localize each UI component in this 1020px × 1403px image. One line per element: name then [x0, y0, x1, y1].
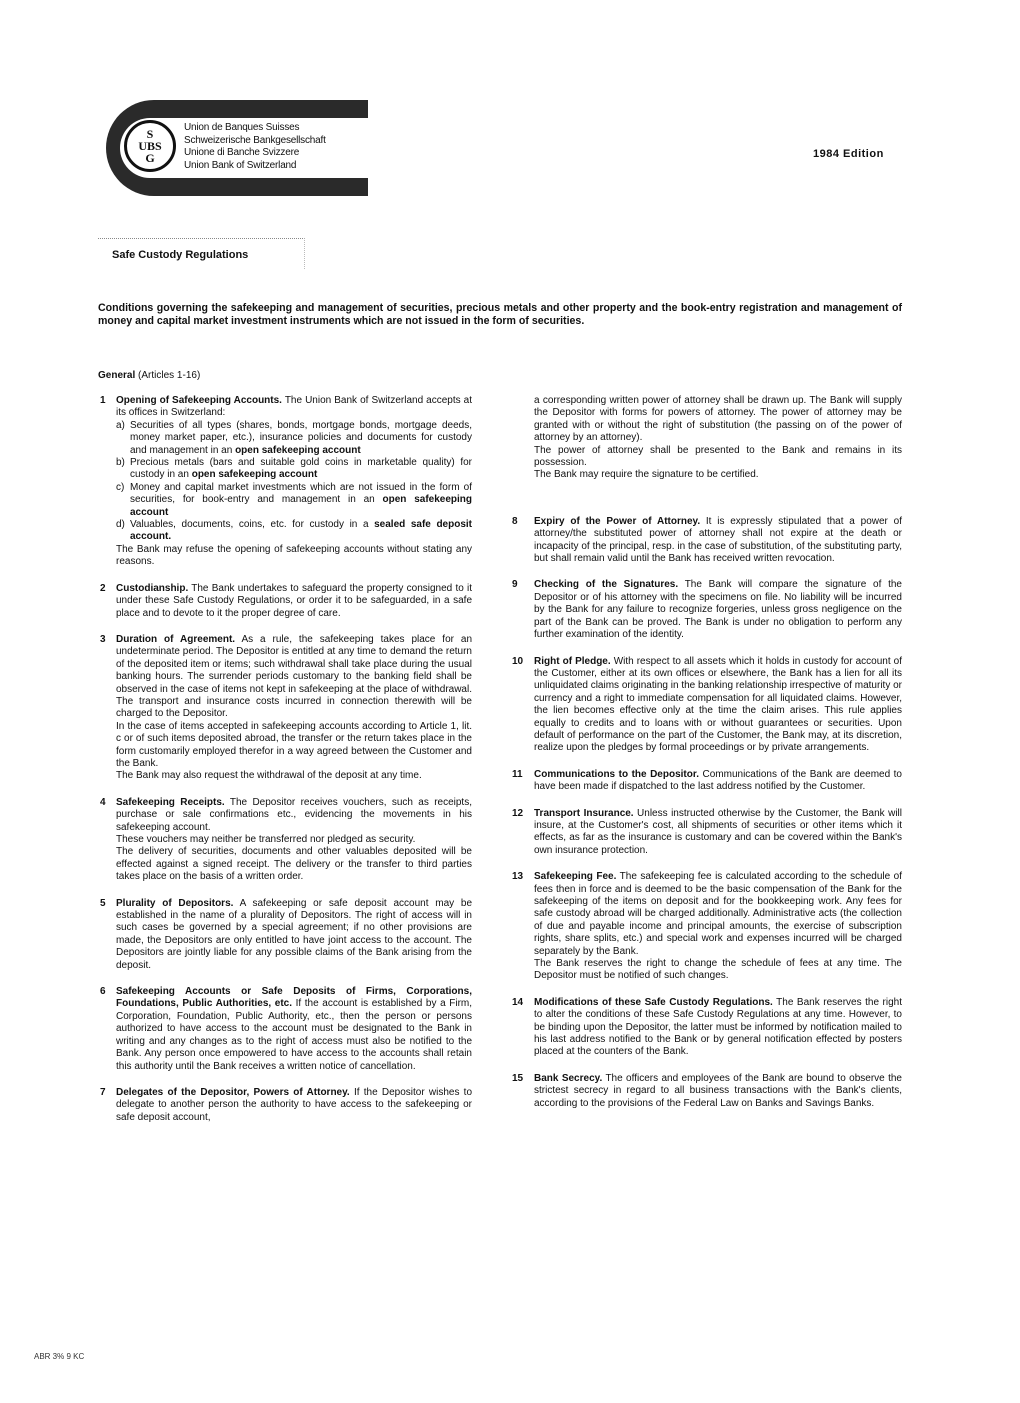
article-body-paragraph	[534, 871, 902, 958]
article-extra-paragraph: The power of attorney shall be presented to the Bank and remains in its possession.	[534, 444, 902, 469]
article-body-paragraph	[534, 808, 902, 858]
logo-line: Unione di Banche Svizzere	[184, 147, 300, 158]
article-title: Safekeeping Fee.	[534, 871, 617, 883]
article-body-paragraph	[116, 898, 472, 972]
article-body: The Union Bank of Switzerland accepts at its offices in Switzerland:	[116, 395, 472, 419]
article-title: Plurality of Depositors.	[116, 897, 234, 909]
sub-item-emphasis: sealed safe deposit account.	[130, 519, 472, 543]
article	[512, 516, 902, 566]
article-body-paragraph	[534, 656, 902, 755]
article-extra-paragraph: The Bank may refuse the opening of safekeeping accounts without stating any reasons.	[116, 543, 472, 568]
article-number: 15	[512, 1072, 524, 1084]
article-body-paragraph	[534, 395, 902, 445]
ubs-logo	[106, 100, 368, 196]
article-body: The Bank reserves the right to alter the conditions of these Safe Custody Regulations at any time. However, to be binding upon the Depositor, the latter must be informed by notification mailed to his last address notified to the Bank or by general notification effected by posters placed at the counters of the Bank.	[534, 996, 902, 1058]
sub-item-text: Valuables, documents, coins, etc. for custody in a	[130, 519, 375, 531]
article-sub-item	[116, 420, 472, 457]
section-range: (Articles 1-16)	[138, 370, 201, 381]
article-title: Safekeeping Accounts or Safe Deposits of Firms, Corporations, Foundations, Public Authorities, etc.	[116, 986, 472, 1010]
article-number: 7	[100, 1086, 106, 1098]
article-title: Duration of Agreement.	[116, 633, 236, 645]
article-body: If the account is established by a Firm, Corporation, Foundation, Public Authority, etc., then the person or persons authorized to have access to the account must be designated to the Bank in writing and any changes as to the right of access must also be notified to the Bank. Any person once empowered to have access to the accounts shall retain this authority until the Bank receives a written notice of cancellation.	[116, 998, 473, 1072]
article-body: The safekeeping fee is calculated according to the schedule of fees then in force and is deemed to be the basic compensation of the Bank for the safekeeping of the items on deposit and for the bookkeeping work. Any fees for safe custody abroad will be charged additionally. Administrative acts (the collection of due and payable income and principal amounts, the exercise of subscription rights, share splits, etc.) and special work and expenses incurred will be charged separately by the Bank.	[534, 871, 902, 957]
article-body: Unless instructed otherwise by the Customer, the Bank will insure, at the Customer's cost, all shipments of securities or other items which it effects, as far as the insurance is customary and can be covered within the Bank's own insurance protection.	[534, 807, 902, 856]
article-body-paragraph	[534, 997, 902, 1059]
sub-item-label: a)	[116, 419, 125, 431]
article-title: Expiry of the Power of Attorney.	[534, 515, 701, 527]
sub-item-label: c)	[116, 481, 125, 493]
logo-line: Schweizerische Bankgesellschaft	[184, 134, 326, 146]
article-extra-paragraph: The delivery of securities, documents and other valuables deposited will be effected against a signed receipt. The delivery or the transfer to third parties takes place on the basis of a written order.	[116, 846, 472, 883]
article-number: 11	[512, 768, 523, 780]
article-number: 8	[512, 515, 518, 527]
article-body: A safekeeping or safe deposit account may be established in the name of a plurality of Depositors. The right of access will in such cases be governed by a special agreement; if no other provisions are made, the Depositors are only entitled to have joint access to the account. The Depositors are jointly liable for any possible claims of the Bank arising from the deposit.	[116, 897, 473, 971]
article-title: Communications to the Depositor.	[534, 768, 699, 780]
article-body-paragraph	[116, 986, 472, 1073]
ubs-seal-icon	[124, 120, 176, 172]
article-title: Delegates of the Depositor, Powers of Attorney.	[116, 1086, 350, 1098]
right-column	[512, 395, 902, 1124]
intro-paragraph: Conditions governing the safekeeping and management of securities, precious metals and other property and the book-entry registration and management of money and capital market investment instruments which are not issued in the form of securities.	[98, 302, 902, 327]
article-body: The Bank will compare the signature of the Depositor or of his attorney with the specimens on file. No liability will be incurred by the Bank for any failure to recognize forgeries, unless gross negligence on the part of the Bank can be proved. The Bank is under no obligation to perform any further examination of the identity.	[534, 579, 902, 641]
article	[100, 898, 472, 972]
article	[512, 997, 902, 1059]
article-body: As a rule, the safekeeping takes place for an undeterminate period. The Depositor is entitled at any time to demand the return of the deposited item or items; such withdrawal shall take place during the usual banking hours. The surrender periods customary to the banking field shall be observed in the case of items not kept in safekeeping at the place of withdrawal. The transport and insurance costs incurred in connection therewith will be charged to the Depositor.	[116, 633, 473, 720]
article-number: 5	[100, 897, 106, 909]
sub-item-emphasis: open safekeeping account	[130, 494, 473, 518]
article	[100, 395, 472, 569]
article-body-paragraph	[116, 395, 472, 420]
article-body-paragraph	[116, 1087, 472, 1124]
article-number: 2	[100, 582, 106, 594]
article-extra-paragraph: The Bank reserves the right to change the schedule of fees at any time. The Depositor must be notified of such changes.	[534, 958, 902, 982]
article	[100, 797, 472, 884]
sub-item-emphasis: open safekeeping account	[191, 469, 318, 481]
article	[512, 1073, 902, 1110]
logo-line: Union de Banques Suisses	[184, 122, 300, 133]
article	[512, 395, 902, 482]
article-sub-item	[116, 482, 472, 519]
article-title: Modifications of these Safe Custody Regulations.	[534, 996, 773, 1008]
article-extra-paragraph: The Bank may require the signature to be certified.	[534, 469, 759, 481]
article	[100, 583, 472, 620]
article-body: It is expressly stipulated that a power of attorney/the substituted power of attorney shall not expire at the death or incapacity of the principal, resp. in the case of substitution, of the substituting party, but shall remain valid until the Bank has received written revocation.	[534, 515, 902, 565]
article-body: With respect to all assets which it holds in custody for account of the Customer, either at its own offices or elsewhere, the Bank has a lien for all its unliquidated claims originating in the banking relationship irrespective of maturity or currency and a right to immediate compensation for all liquidated claims. However, the lien becomes effective only at the time the claim arises. This rule applies equally to credits and to loans with or without guarantees or securities. Upon default of performance on the part of the Customer, the Bank may, at its discretion, realize upon the pledges by formal proceedings or by private arrangements.	[534, 655, 902, 754]
article-body: The Bank undertakes to safeguard the property consigned to it under these Safe Custody Regulations, or order it to be safeguarded, in a safe place and to devote to it the proper degree of care.	[116, 582, 472, 619]
seal-letter: S	[146, 127, 154, 141]
logo-line: Union Bank of Switzerland	[184, 159, 297, 171]
sub-item-text: Money and capital market investments which are not issued in the form of securities, for book-entry and management in an	[130, 481, 472, 506]
seal-letter: G	[145, 151, 155, 165]
article-body: Communications of the Bank are deemed to have been made if dispatched to the last address notified by the Customer.	[534, 768, 902, 793]
article-number: 10	[512, 655, 524, 667]
footer-code: ABR 3% 9 KC	[34, 1352, 85, 1361]
document-title-box	[98, 238, 305, 269]
article-body-paragraph	[116, 583, 472, 620]
article-body-paragraph	[534, 579, 902, 641]
sub-item-label: d)	[116, 519, 125, 531]
logo-bank-names	[184, 122, 326, 172]
article	[512, 769, 902, 794]
article-body: If the Depositor wishes to delegate to another person the authority to have access to the safekeeping or safe deposit account,	[116, 1086, 473, 1123]
article	[100, 1087, 472, 1124]
article	[512, 579, 902, 641]
section-heading	[98, 370, 200, 381]
seal-letter: UBS	[138, 139, 162, 153]
article-body-paragraph	[116, 634, 472, 721]
article-title: Checking of the Signatures.	[534, 579, 679, 591]
article-body: The Depositor receives vouchers, such as receipts, purchase or sale confirmations etc., evidencing the movements in his safekeeping account.	[116, 796, 472, 833]
article-body-paragraph	[116, 797, 472, 834]
article	[512, 656, 902, 755]
edition-label: 1984 Edition	[813, 148, 884, 160]
article	[512, 808, 902, 858]
article-number: 14	[512, 996, 524, 1008]
sub-item-text: Precious metals (bars and suitable gold coins in marketable quality) for custody in an	[130, 457, 472, 481]
article-body: a corresponding written power of attorney shall be drawn up. The Bank will supply the Depositor with forms for powers of attorney. The power of attorney may be granted with or without the right of substitution (the passing on of the power of attorney by an attorney).	[534, 395, 902, 444]
article-body-paragraph	[534, 516, 902, 566]
article-title: Right of Pledge.	[534, 655, 611, 667]
article	[512, 871, 902, 983]
article-extra-paragraph: The Bank may also request the withdrawal of the deposit at any time.	[116, 770, 422, 782]
article-body-paragraph	[534, 769, 902, 794]
article-number: 13	[512, 871, 524, 883]
sub-item-text: Securities of all types (shares, bonds, mortgage bonds, mortgage deeds, money market paper, etc.), insurance policies and documents for custody and management in an	[130, 419, 472, 456]
article-number: 6	[100, 986, 106, 998]
sub-item-emphasis: open safekeeping account	[235, 444, 361, 456]
article-title: Safekeeping Receipts.	[116, 796, 225, 808]
article-extra-paragraph: In the case of items accepted in safekeeping accounts according to Article 1, lit. c or of such items deposited abroad, the transfer or the return takes place in the form customarily employed therefor in a way agreed between the Customer and the Bank.	[116, 720, 472, 769]
article-number: 1	[100, 395, 106, 406]
article-title: Bank Secrecy.	[534, 1072, 603, 1084]
article-title: Custodianship.	[116, 582, 189, 594]
article-number: 4	[100, 796, 106, 808]
article	[100, 986, 472, 1073]
article-extra-paragraph: These vouchers may neither be transferred nor pledged as security.	[116, 834, 416, 845]
article-number: 3	[100, 633, 106, 645]
article-sub-item	[116, 519, 472, 544]
article-number: 12	[512, 807, 524, 819]
document-title: Safe Custody Regulations	[112, 249, 249, 261]
sub-item-label: b)	[116, 457, 125, 469]
article-title: Transport Insurance.	[534, 807, 634, 819]
left-column	[100, 395, 472, 1138]
article-sub-item	[116, 457, 472, 482]
article	[100, 634, 472, 783]
article-body-paragraph	[534, 1073, 902, 1110]
article-number: 9	[512, 579, 518, 591]
article-body: The officers and employees of the Bank are bound to observe the strictest secrecy in regard to all business transactions with the Bank's clients, according to the provisions of the Federal Law on Banks and Savings Banks.	[534, 1072, 902, 1109]
article-title: Opening of Safekeeping Accounts.	[116, 395, 282, 406]
section-label: General	[98, 370, 136, 381]
